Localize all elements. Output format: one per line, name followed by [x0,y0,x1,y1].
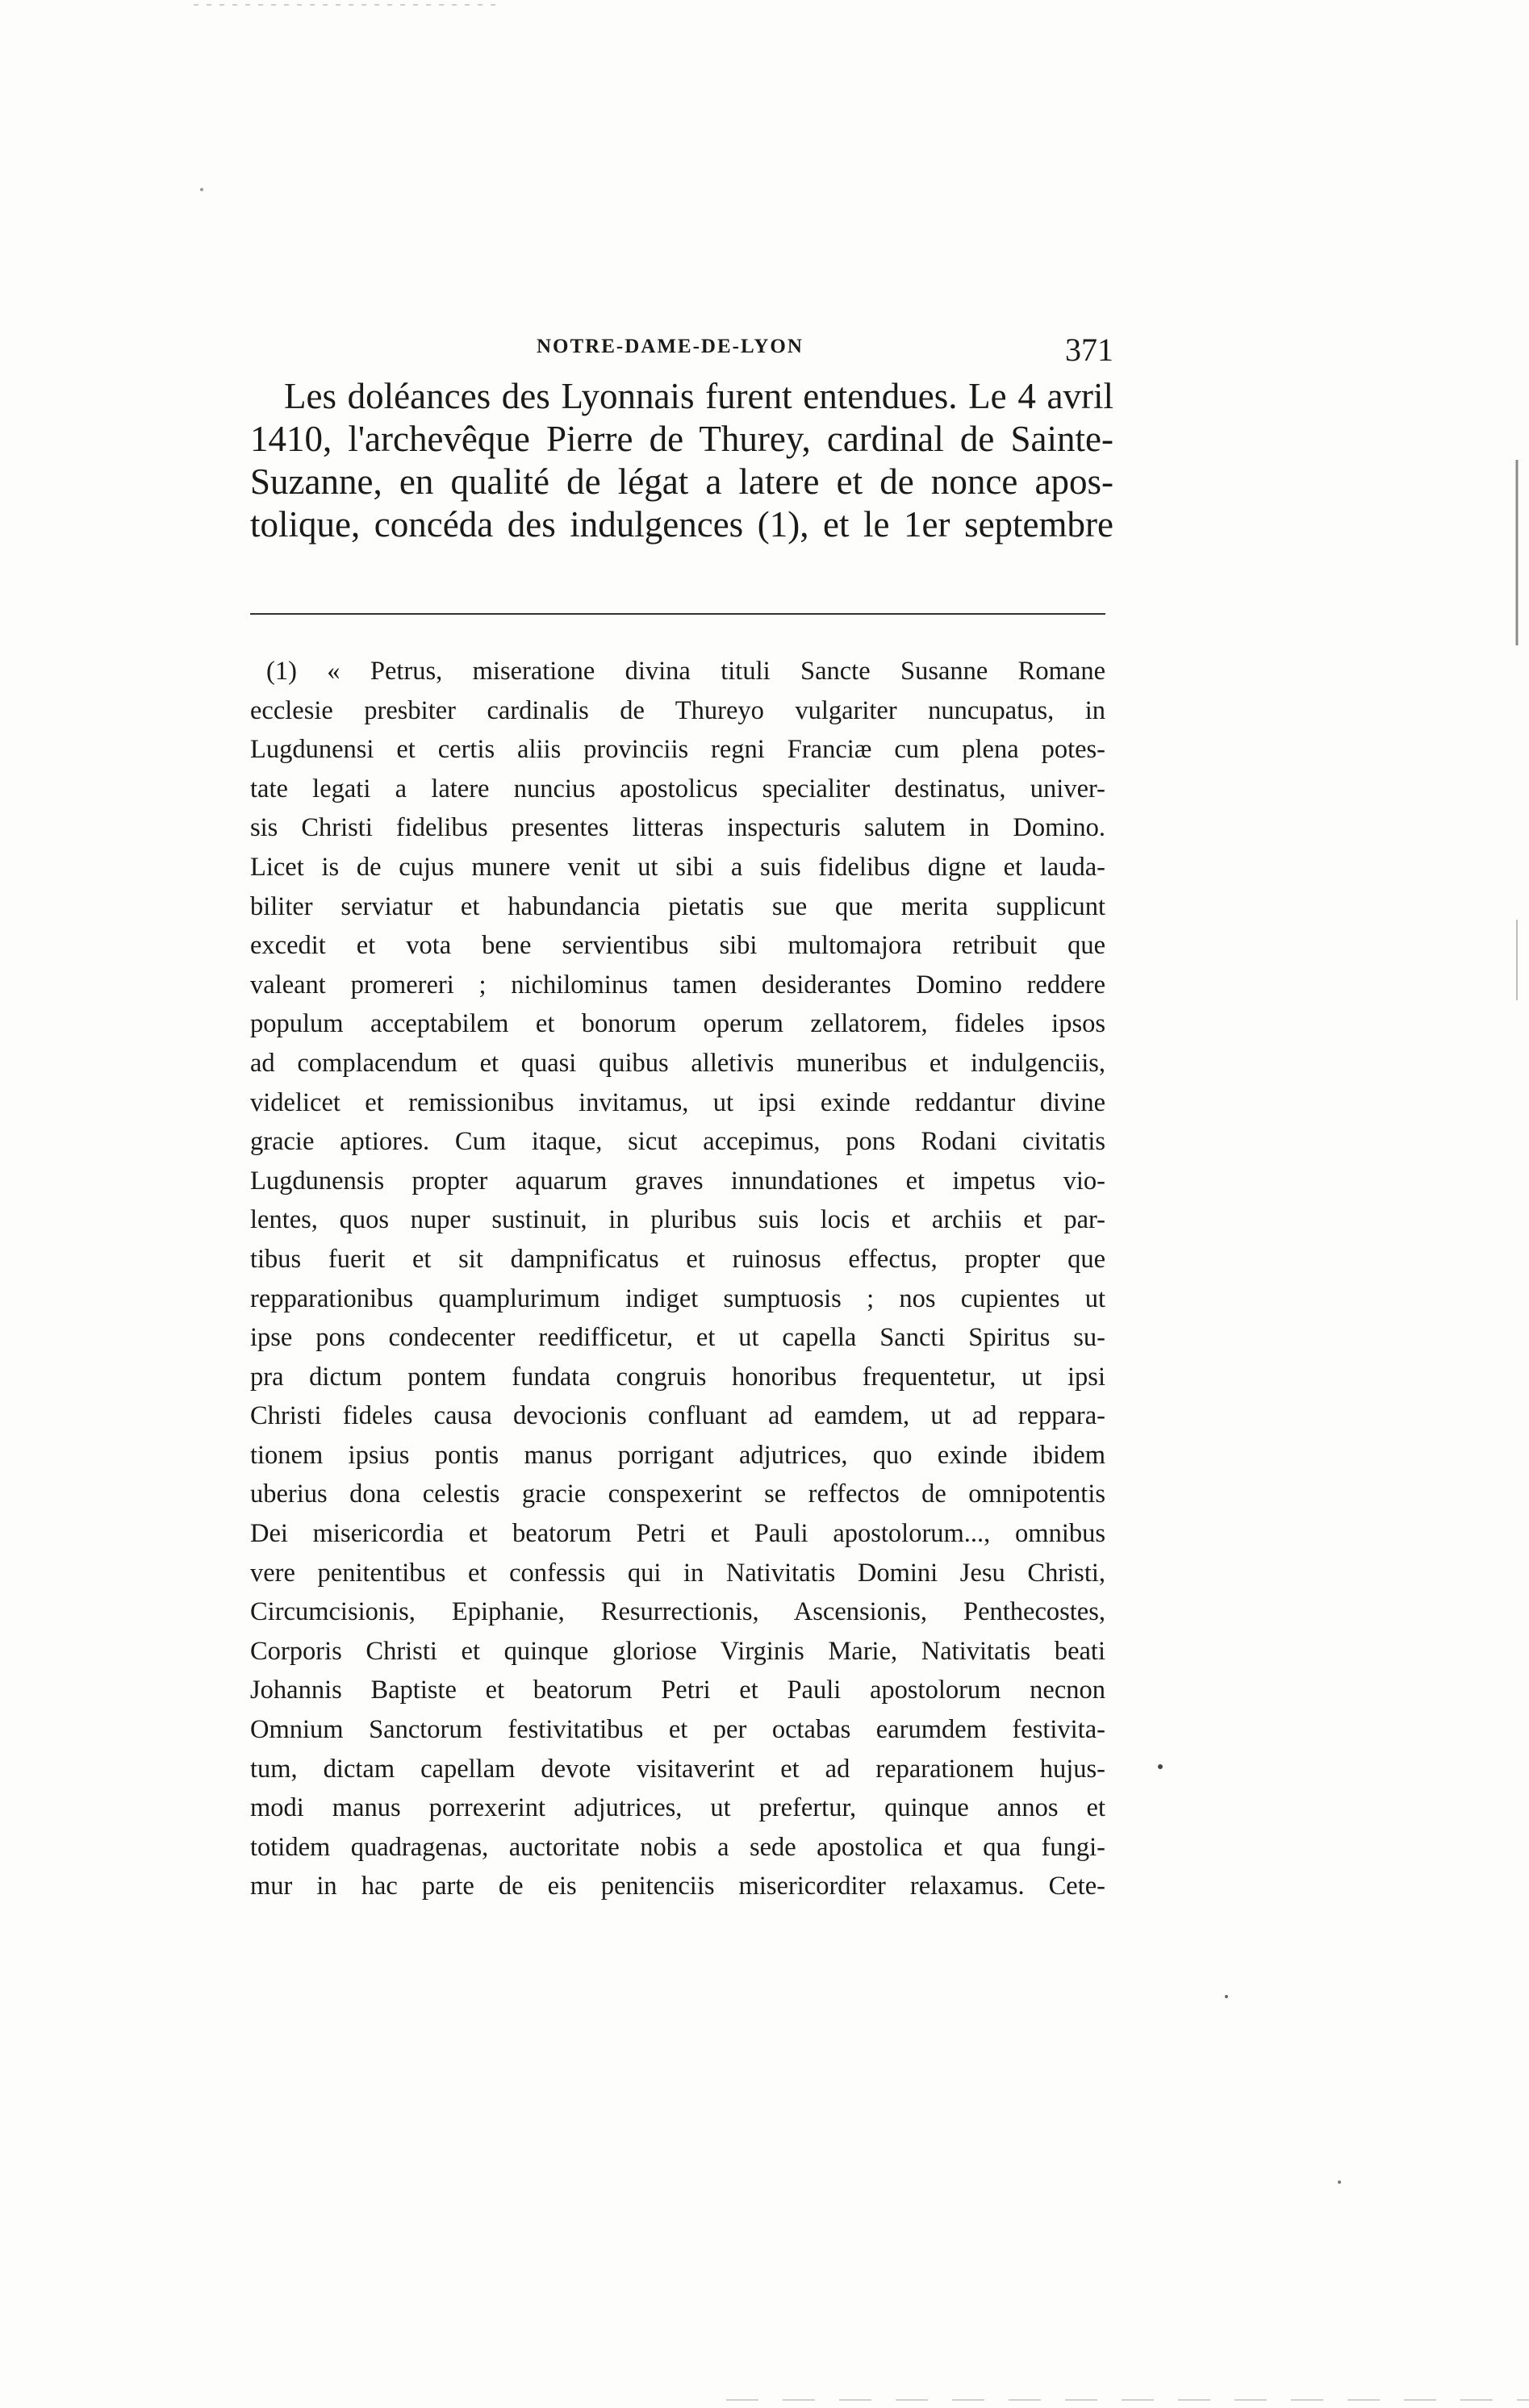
footnote-line: Lugdunensis propter aquarum graves innundationes et impetus vio- [250,1166,1105,1196]
footnote-line: Corporis Christi et quinque gloriose Virginis Marie, Nativitatis beati [250,1636,1105,1666]
footnote-line: totidem quadragenas, auctoritate nobis a sede apostolica et qua fungi- [250,1832,1105,1862]
footnote-line: Omnium Sanctorum festivitatibus et per octabas earumdem festivita- [250,1715,1105,1745]
footnote-line: Circumcisionis, Epiphanie, Resurrectionis, Ascensionis, Penthecostes, [250,1597,1105,1627]
footnote-line: videlicet et remissionibus invitamus, ut ipsi exinde reddantur divine [250,1087,1105,1117]
footnote-line: ipse pons condecenter reedifficetur, et ut capella Sancti Spiritus su- [250,1323,1105,1353]
page-number: 371 [1065,332,1113,368]
footnote-line: sis Christi fidelibus presentes litteras inspecturis salutem in Domino. [250,813,1105,843]
footnote-line: tate legati a latere nuncius apostolicus specialiter destinatus, univer- [250,774,1105,803]
body-line: tolique, concéda des indulgences (1), et le 1er septembre [250,504,1113,545]
running-head [250,331,1113,371]
footnote-line: ad complacendum et quasi quibus alletivis muneribus et indulgenciis, [250,1048,1105,1078]
footnote-line: Dei misericordia et beatorum Petri et Pauli apostolorum..., omnibus [250,1519,1105,1549]
footnote-line: ecclesie presbiter cardinalis de Thureyo vulgariter nuncupatus, in [250,695,1105,725]
footnote-line: gracie aptiores. Cum itaque, sicut accepimus, pons Rodani civitatis [250,1127,1105,1157]
footnote-line: biliter serviatur et habundancia pietatis sue que merita supplicunt [250,891,1105,921]
footnote-line: tum, dictam capellam devote visitaverint et ad reparationem hujus- [250,1754,1105,1784]
footnote-line: lentes, quos nuper sustinuit, in pluribus suis locis et archiis et par- [250,1205,1105,1235]
footnote-line: vere penitentibus et confessis qui in Nativitatis Domini Jesu Christi, [250,1558,1105,1588]
footnote-line: pra dictum pontem fundata congruis honoribus frequentetur, ut ipsi [250,1362,1105,1392]
footnote-line: mur in hac parte de eis penitenciis misericorditer relaxamus. Cete- [250,1872,1105,1901]
footnote-line: Christi fideles causa devocionis confluant ad eamdem, ut ad reppara- [250,1401,1105,1431]
footnote-line: Lugdunensi et certis aliis provinciis regni Franciæ cum plena potes- [250,735,1105,765]
footnote-line: tibus fuerit et sit dampnificatus et ruinosus effectus, propter que [250,1244,1105,1274]
footnote-line: tionem ipsius pontis manus porrigant adjutrices, quo exinde ibidem [250,1440,1105,1470]
body-line: Les doléances des Lyonnais furent entendues. Le 4 avril [284,376,1113,416]
footnote-line: Licet is de cujus munere venit ut sibi a suis fidelibus digne et lauda- [250,852,1105,882]
body-line: Suzanne, en qualité de légat a latere et de nonce apos- [250,461,1113,502]
running-title: NOTRE-DAME-DE-LYON [537,336,804,357]
footnote-line: excedit et vota bene servientibus sibi multomajora retribuit que [250,931,1105,961]
footnote-line: repparationibus quamplurimum indiget sumptuosis ; nos cupientes ut [250,1283,1105,1313]
body-line: 1410, l'archevêque Pierre de Thurey, cardinal de Sainte- [250,419,1113,459]
footnote [250,652,1105,1906]
footnote-separator [250,613,1105,615]
footnote-line: populum acceptabilem et bonorum operum zellatorem, fideles ipsos [250,1009,1105,1039]
footnote-line: Johannis Baptiste et beatorum Petri et Pauli apostolorum necnon [250,1676,1105,1705]
footnote-line: modi manus porrexerint adjutrices, ut prefertur, quinque annos et [250,1793,1105,1823]
footnote-line: (1) « Petrus, miseratione divina tituli Sancte Susanne Romane [266,657,1105,686]
footnote-line: valeant promereri ; nichilominus tamen desiderantes Domino reddere [250,970,1105,1000]
footnote-line: uberius dona celestis gracie conspexerint se reffectos de omnipotentis [250,1479,1105,1509]
body-paragraph [250,375,1113,546]
